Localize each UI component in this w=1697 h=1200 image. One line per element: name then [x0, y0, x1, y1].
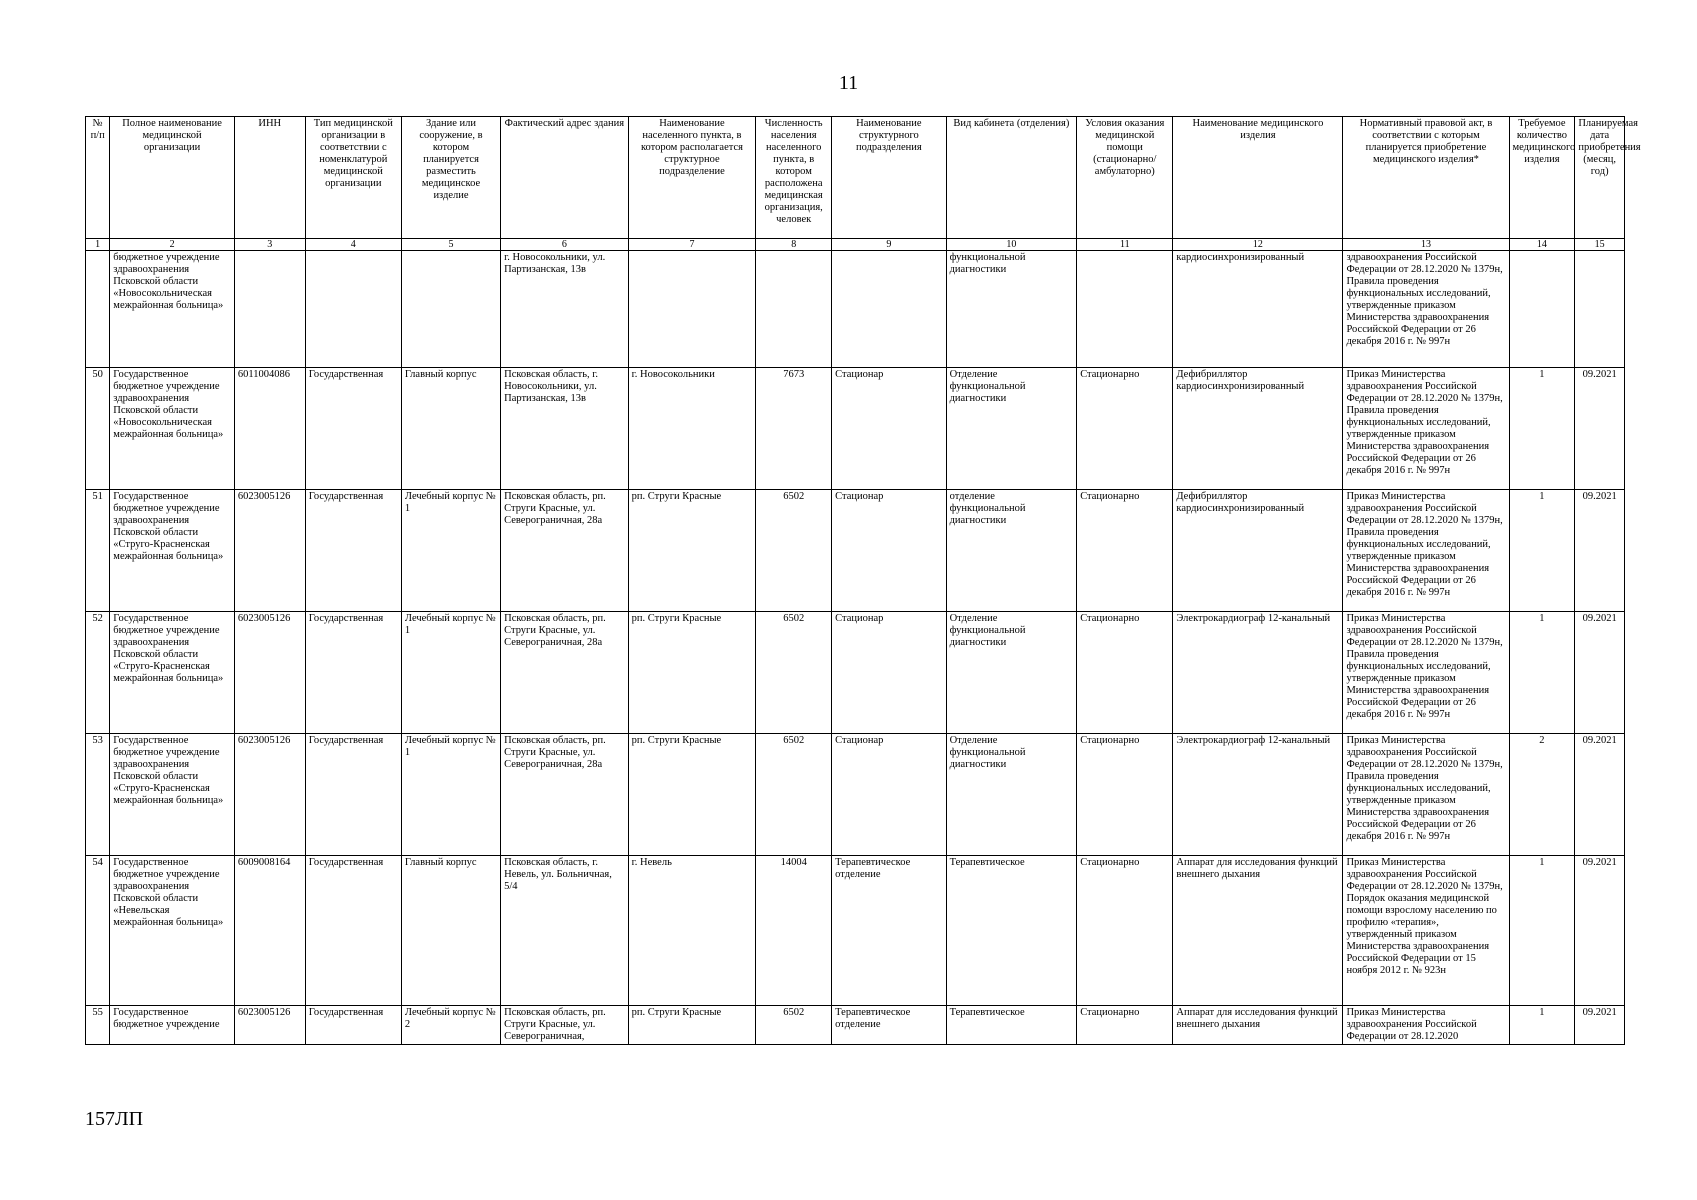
row-number: 55 — [86, 1006, 110, 1045]
care-conditions: Стационарно — [1077, 368, 1173, 490]
device-name: Аппарат для исследования функций внешнего дыхания — [1173, 1006, 1343, 1045]
column-number: 7 — [628, 239, 756, 251]
row-number: 53 — [86, 734, 110, 856]
column-number: 6 — [501, 239, 629, 251]
table-row — [86, 490, 1625, 612]
header-cell: Наименование медицинского изделия — [1173, 117, 1343, 239]
care-conditions: Стационарно — [1077, 856, 1173, 1006]
address: Псковская область, рп. Струги Красные, ул. Северограничная, — [501, 1006, 629, 1045]
document-code: 157ЛП — [85, 1108, 144, 1130]
column-number: 2 — [110, 239, 235, 251]
column-number: 8 — [756, 239, 832, 251]
row-number: 51 — [86, 490, 110, 612]
subdivision: Стационар — [832, 368, 946, 490]
header-cell: Тип медицинской организации в соответствии с номенклатурой медицинской организации — [305, 117, 401, 239]
organization-type: Государственная — [305, 1006, 401, 1045]
table-row — [86, 368, 1625, 490]
organization-type: Государственная — [305, 612, 401, 734]
quantity: 1 — [1509, 1006, 1575, 1045]
organization-name: бюджетное учреждение здравоохранения Псковской области «Новосокольническая межрайонная больница» — [110, 251, 235, 368]
column-number: 5 — [401, 239, 500, 251]
device-name: кардиосинхронизированный — [1173, 251, 1343, 368]
table-row — [86, 734, 1625, 856]
regulation: Приказ Министерства здравоохранения Российской Федерации от 28.12.2020 № 1379н, Правила проведения функциональных исследований, утвержденные приказом Министерства здравоохранения Российской Федерации от 26 декабря 2016 г. № 997н — [1343, 612, 1509, 734]
organization-type: Государственная — [305, 856, 401, 1006]
page-number: 11 — [838, 72, 859, 94]
column-number: 9 — [832, 239, 946, 251]
table-row — [86, 1006, 1625, 1045]
organization-type: Государственная — [305, 368, 401, 490]
header-cell: Наименование структурного подразделения — [832, 117, 946, 239]
inn — [234, 251, 305, 368]
address: Псковская область, рп. Струги Красные, ул. Северограничная, 28а — [501, 612, 629, 734]
device-name: Дефибриллятор кардиосинхронизированный — [1173, 490, 1343, 612]
inn: 6023005126 — [234, 1006, 305, 1045]
address: Псковская область, г. Невель, ул. Больничная, 5/4 — [501, 856, 629, 1006]
quantity: 2 — [1509, 734, 1575, 856]
settlement — [628, 251, 756, 368]
row-number: 50 — [86, 368, 110, 490]
column-number: 14 — [1509, 239, 1575, 251]
header-cell: Требуемое количество медицинского изделия — [1509, 117, 1575, 239]
planned-date: 09.2021 — [1575, 734, 1625, 856]
column-number: 15 — [1575, 239, 1625, 251]
department-type: функциональной диагностики — [946, 251, 1077, 368]
organization-name: Государственное бюджетное учреждение здравоохранения Псковской области «Новосокольническая межрайонная больница» — [110, 368, 235, 490]
quantity: 1 — [1509, 612, 1575, 734]
inn: 6009008164 — [234, 856, 305, 1006]
column-number: 10 — [946, 239, 1077, 251]
table-row — [86, 856, 1625, 1006]
column-number: 1 — [86, 239, 110, 251]
column-number-row — [86, 239, 1625, 251]
department-type: Отделение функциональной диагностики — [946, 612, 1077, 734]
population: 6502 — [756, 490, 832, 612]
address: Псковская область, рп. Струги Красные, ул. Северограничная, 28а — [501, 734, 629, 856]
planned-date: 09.2021 — [1575, 490, 1625, 612]
regulation: Приказ Министерства здравоохранения Российской Федерации от 28.12.2020 — [1343, 1006, 1509, 1045]
organization-name: Государственное бюджетное учреждение здравоохранения Псковской области «Струго-Красненская межрайонная больница» — [110, 490, 235, 612]
population — [756, 251, 832, 368]
settlement: г. Невель — [628, 856, 756, 1006]
subdivision: Стационар — [832, 612, 946, 734]
column-number: 12 — [1173, 239, 1343, 251]
population: 14004 — [756, 856, 832, 1006]
subdivision: Стационар — [832, 490, 946, 612]
care-conditions: Стационарно — [1077, 1006, 1173, 1045]
population: 6502 — [756, 612, 832, 734]
care-conditions: Стационарно — [1077, 490, 1173, 612]
building: Лечебный корпус № 1 — [401, 490, 500, 612]
planned-date: 09.2021 — [1575, 1006, 1625, 1045]
subdivision: Терапевтическое отделение — [832, 1006, 946, 1045]
inn: 6023005126 — [234, 734, 305, 856]
header-cell: Полное наименование медицинской организации — [110, 117, 235, 239]
organization-name: Государственное бюджетное учреждение здравоохранения Псковской области «Невельская межрайонная больница» — [110, 856, 235, 1006]
planned-date: 09.2021 — [1575, 368, 1625, 490]
building: Главный корпус — [401, 368, 500, 490]
row-number — [86, 251, 110, 368]
header-cell: Численность населения населенного пункта, в котором расположена медицинская организация, человек — [756, 117, 832, 239]
department-type: Терапевтическое — [946, 856, 1077, 1006]
building — [401, 251, 500, 368]
column-number: 11 — [1077, 239, 1173, 251]
building: Главный корпус — [401, 856, 500, 1006]
header-cell: ИНН — [234, 117, 305, 239]
organization-type: Государственная — [305, 734, 401, 856]
quantity: 1 — [1509, 368, 1575, 490]
header-cell: Планируемая дата приобретения (месяц, год) — [1575, 117, 1625, 239]
header-cell: Фактический адрес здания — [501, 117, 629, 239]
planned-date: 09.2021 — [1575, 856, 1625, 1006]
organization-type: Государственная — [305, 490, 401, 612]
subdivision — [832, 251, 946, 368]
settlement: рп. Струги Красные — [628, 490, 756, 612]
regulation: Приказ Министерства здравоохранения Российской Федерации от 28.12.2020 № 1379н, Правила проведения функциональных исследований, утвержденные приказом Министерства здравоохранения Российской Федерации от 26 декабря 2016 г. № 997н — [1343, 368, 1509, 490]
building: Лечебный корпус № 1 — [401, 612, 500, 734]
care-conditions — [1077, 251, 1173, 368]
planned-date: 09.2021 — [1575, 612, 1625, 734]
department-type: Отделение функциональной диагностики — [946, 368, 1077, 490]
subdivision: Терапевтическое отделение — [832, 856, 946, 1006]
settlement: рп. Струги Красные — [628, 734, 756, 856]
population: 6502 — [756, 734, 832, 856]
population: 7673 — [756, 368, 832, 490]
organization-name: Государственное бюджетное учреждение здравоохранения Псковской области «Струго-Красненская межрайонная больница» — [110, 734, 235, 856]
medical-equipment-table — [85, 116, 1641, 1045]
quantity: 1 — [1509, 490, 1575, 612]
regulation: Приказ Министерства здравоохранения Российской Федерации от 28.12.2020 № 1379н, Порядок оказания медицинской помощи взрослому населению по профилю «терапия», утвержденный приказом Министерства здравоохранения Российской Федерации от 15 ноября 2012 г. № 923н — [1343, 856, 1509, 1006]
header-cell: Здание или сооружение, в котором планируется разместить медицинское изделие — [401, 117, 500, 239]
department-type: Терапевтическое — [946, 1006, 1077, 1045]
device-name: Аппарат для исследования функций внешнего дыхания — [1173, 856, 1343, 1006]
address: г. Новосокольники, ул. Партизанская, 13в — [501, 251, 629, 368]
header-cell: Нормативный правовой акт, в соответствии с которым планируется приобретение медицинского изделия* — [1343, 117, 1509, 239]
population: 6502 — [756, 1006, 832, 1045]
planned-date — [1575, 251, 1625, 368]
organization-type — [305, 251, 401, 368]
address: Псковская область, рп. Струги Красные, ул. Северограничная, 28а — [501, 490, 629, 612]
device-name: Электрокардиограф 12-канальный — [1173, 734, 1343, 856]
organization-name: Государственное бюджетное учреждение здравоохранения Псковской области «Струго-Красненская межрайонная больница» — [110, 612, 235, 734]
department-type: Отделение функциональной диагностики — [946, 734, 1077, 856]
column-number: 3 — [234, 239, 305, 251]
header-cell: Вид кабинета (отделения) — [946, 117, 1077, 239]
header-cell: Наименование населенного пункта, в котором располагается структурное подразделение — [628, 117, 756, 239]
device-name: Электрокардиограф 12-канальный — [1173, 612, 1343, 734]
quantity: 1 — [1509, 856, 1575, 1006]
subdivision: Стационар — [832, 734, 946, 856]
settlement: рп. Струги Красные — [628, 612, 756, 734]
table-row — [86, 251, 1625, 368]
row-number: 52 — [86, 612, 110, 734]
building: Лечебный корпус № 2 — [401, 1006, 500, 1045]
header-cell: Условия оказания медицинской помощи (стационарно/ амбулаторно) — [1077, 117, 1173, 239]
address: Псковская область, г. Новосокольники, ул. Партизанская, 13в — [501, 368, 629, 490]
column-number: 13 — [1343, 239, 1509, 251]
regulation: Приказ Министерства здравоохранения Российской Федерации от 28.12.2020 № 1379н, Правила проведения функциональных исследований, утвержденные приказом Министерства здравоохранения Российской Федерации от 26 декабря 2016 г. № 997н — [1343, 490, 1509, 612]
inn: 6011004086 — [234, 368, 305, 490]
organization-name: Государственное бюджетное учреждение — [110, 1006, 235, 1045]
header-row — [86, 117, 1625, 239]
settlement: г. Новосокольники — [628, 368, 756, 490]
care-conditions: Стационарно — [1077, 734, 1173, 856]
device-name: Дефибриллятор кардиосинхронизированный — [1173, 368, 1343, 490]
table-row — [86, 612, 1625, 734]
department-type: отделение функциональной диагностики — [946, 490, 1077, 612]
inn: 6023005126 — [234, 612, 305, 734]
regulation: здравоохранения Российской Федерации от 28.12.2020 № 1379н, Правила проведения функциональных исследований, утвержденные приказом Министерства здравоохранения Российской Федерации от 26 декабря 2016 г. № 997н — [1343, 251, 1509, 368]
inn: 6023005126 — [234, 490, 305, 612]
quantity — [1509, 251, 1575, 368]
building: Лечебный корпус № 1 — [401, 734, 500, 856]
care-conditions: Стационарно — [1077, 612, 1173, 734]
regulation: Приказ Министерства здравоохранения Российской Федерации от 28.12.2020 № 1379н, Правила проведения функциональных исследований, утвержденные приказом Министерства здравоохранения Российской Федерации от 26 декабря 2016 г. № 997н — [1343, 734, 1509, 856]
header-cell: № п/п — [86, 117, 110, 239]
row-number: 54 — [86, 856, 110, 1006]
settlement: рп. Струги Красные — [628, 1006, 756, 1045]
column-number: 4 — [305, 239, 401, 251]
